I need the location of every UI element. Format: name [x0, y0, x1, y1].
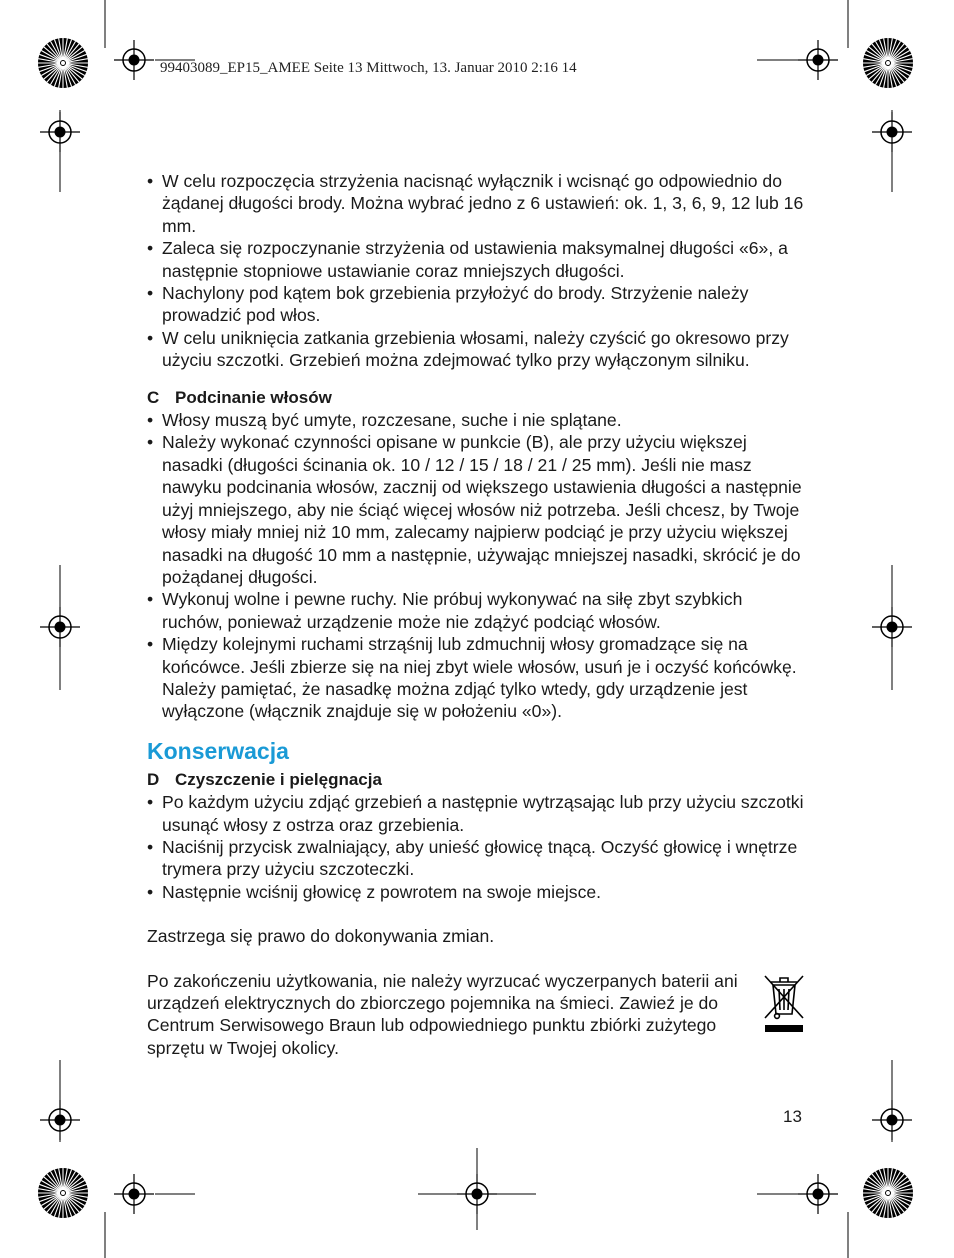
list-item: • Włosy muszą być umyte, rozczesane, suche i nie splątane.: [147, 409, 807, 431]
list-item: • W celu uniknięcia zatkania grzebienia włosami, należy czyścić go okresowo przy użyciu szczotki. Grzebień można zdejmować tylko przy wyłączonym silniku.: [147, 327, 807, 372]
print-slug: 99403089_EP15_AMEE Seite 13 Mittwoch, 13. Januar 2010 2:16 14: [160, 60, 577, 76]
list-item: • Następnie wciśnij głowicę z powrotem na swoje miejsce.: [147, 881, 807, 903]
change-notice: Zastrzega się prawo do dokonywania zmian.: [147, 926, 495, 947]
section-letter: D: [147, 769, 160, 789]
disposal-text: Po zakończeniu użytkowania, nie należy wyrzucać wyczerpanych baterii ani urządzeń elektrycznych do zbiorczego pojemnika na śmieci. Zawieź je do Centrum Serwisowego Braun lub odpowiedniego punktu zbiórki zużytego sprzętu w Twojej okolicy.: [147, 970, 738, 1058]
section-d-list: [147, 791, 807, 903]
section-letter: C: [147, 387, 160, 407]
list-item: • Wykonuj wolne i pewne ruchy. Nie próbuj wykonywać na siłę zbyt szybkich ruchów, ponieważ urządzenie może nie zdążyć podciąć włosów.: [147, 588, 807, 633]
list-item: • Należy wykonać czynności opisane w punkcie (B), ale przy użyciu większej nasadki (długości ścinania ok. 10 / 12 / 15 / 18 / 21 / 25 mm). Jeśli nie masz nawyku podcinania włosów, zacznij od większego ustawienia długości a następnie użyj mniejszego, aby nie ściąć więcej włosów niż potrzeba. Jeśli chcesz, by Twoje włosy miały mniej niż 10 mm, zalecamy najpierw podciąć je przy użyciu większej nasadki na długość 10 mm a następnie, używając mniejszej nasadki, skrócić je do pożądanej długości.: [147, 431, 807, 588]
list-item: • W celu rozpoczęcia strzyżenia nacisnąć wyłącznik i wcisnąć go odpowiednio do żądanej długości brody. Można wybrać jedno z 6 ustawień: ok. 1, 3, 6, 9, 12 lub 16 mm.: [147, 170, 807, 237]
list-item: • Nachylony pod kątem bok grzebienia przyłożyć do brody. Strzyżenie należy prowadzić pod włos.: [147, 282, 807, 327]
list-item: • Zaleca się rozpoczynanie strzyżenia od ustawienia maksymalnej długości «6», a następnie stopniowe ustawianie coraz mniejszych długości.: [147, 237, 807, 282]
list-item: • Po każdym użyciu zdjąć grzebień a następnie wytrząsając lub przy użyciu szczotki usunąć włosy z ostrza oraz grzebienia.: [147, 791, 807, 836]
list-item: • Naciśnij przycisk zwalniający, aby unieść głowicę tnącą. Oczyść głowicę i wnętrze trymera przy użyciu szczoteczki.: [147, 836, 807, 881]
konserwacja-heading: Konserwacja: [147, 737, 289, 764]
section-c-heading: [147, 387, 807, 409]
section-d-heading: [147, 769, 807, 791]
list-item: • Między kolejnymi ruchami strząśnij lub zdmuchnij włosy gromadzące się na końcówce. Jeśli zbierze się na niej zbyt wiele włosów, usuń je i oczyść końcówkę. Należy pamiętać, że nasadkę można zdjąć tylko wtedy, gdy urządzenie jest wyłączone (włącznik znajduje się w położeniu «0»).: [147, 633, 807, 723]
crossed-bin-icon: [761, 972, 807, 1034]
page-number: 13: [783, 1107, 802, 1126]
section-c-list: [147, 409, 807, 723]
section-title: Czyszczenie i pielęgnacja: [175, 769, 382, 789]
page-content: [147, 170, 807, 1059]
disposal-notice: [147, 970, 807, 1060]
intro-list: [147, 170, 807, 372]
section-title: Podcinanie włosów: [175, 387, 332, 407]
